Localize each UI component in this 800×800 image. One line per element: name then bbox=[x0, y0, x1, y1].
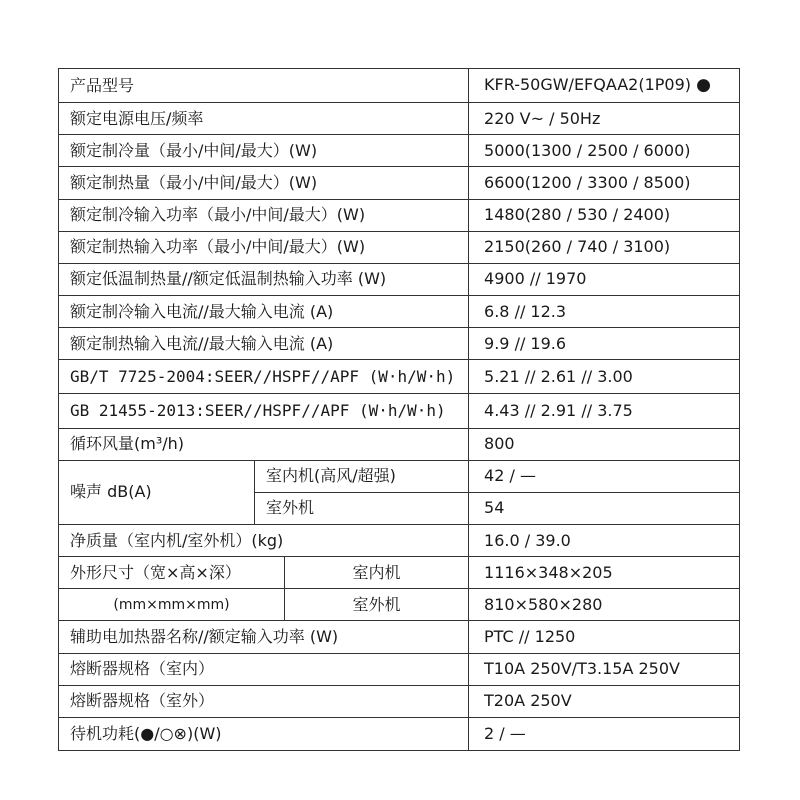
net-weight-value: 16.0 / 39.0 bbox=[469, 524, 740, 556]
noise-indoor-value: 42 / — bbox=[469, 460, 740, 492]
table-row bbox=[59, 69, 740, 103]
dimensions-indoor-value: 1116×348×205 bbox=[469, 557, 740, 589]
row-value: 4900 // 1970 bbox=[469, 263, 740, 295]
row-value: 6.8 // 12.3 bbox=[469, 295, 740, 327]
row-label: 熔断器规格（室外） bbox=[59, 685, 469, 717]
table-row bbox=[59, 589, 740, 621]
table-row bbox=[59, 557, 740, 589]
dimensions-label: 外形尺寸（宽×高×深） bbox=[59, 557, 285, 589]
row-label: 额定制热输入功率（最小/中间/最大）(W) bbox=[59, 231, 469, 263]
table-row bbox=[59, 231, 740, 263]
row-value: 1480(280 / 530 / 2400) bbox=[469, 199, 740, 231]
row-label: 熔断器规格（室内） bbox=[59, 653, 469, 685]
table-row bbox=[59, 653, 740, 685]
row-label: GB/T 7725-2004:SEER//HSPF//APF (W·h/W·h) bbox=[59, 360, 469, 394]
row-label: 辅助电加热器名称//额定输入功率 (W) bbox=[59, 621, 469, 653]
row-label: 额定电源电压/频率 bbox=[59, 103, 469, 135]
spec-table bbox=[58, 68, 740, 751]
row-label: 额定制冷量（最小/中间/最大）(W) bbox=[59, 135, 469, 167]
row-label: 额定制热输入电流//最大输入电流 (A) bbox=[59, 328, 469, 360]
row-value: 2 / — bbox=[469, 717, 740, 750]
dimensions-unit: (mm×mm×mm) bbox=[59, 589, 285, 621]
row-value: 5000(1300 / 2500 / 6000) bbox=[469, 135, 740, 167]
table-row bbox=[59, 199, 740, 231]
row-value: 5.21 // 2.61 // 3.00 bbox=[469, 360, 740, 394]
table-row bbox=[59, 103, 740, 135]
indoor-mark-icon: ● bbox=[696, 75, 711, 96]
noise-label: 噪声 dB(A) bbox=[59, 460, 255, 524]
row-value: 6600(1200 / 3300 / 8500) bbox=[469, 167, 740, 199]
dimensions-outdoor-label: 室外机 bbox=[285, 589, 469, 621]
row-label: 额定低温制热量//额定低温制热输入功率 (W) bbox=[59, 263, 469, 295]
table-row bbox=[59, 328, 740, 360]
row-value: T20A 250V bbox=[469, 685, 740, 717]
table-row bbox=[59, 135, 740, 167]
model-number: KFR-50GW/EFQAA2(1P09) bbox=[484, 75, 692, 95]
row-label: 额定制热量（最小/中间/最大）(W) bbox=[59, 167, 469, 199]
row-value: 220 V~ / 50Hz bbox=[469, 103, 740, 135]
row-label: 待机功耗(●/○⊗)(W) bbox=[59, 717, 469, 750]
row-label: GB 21455-2013:SEER//HSPF//APF (W·h/W·h) bbox=[59, 394, 469, 428]
noise-outdoor-value: 54 bbox=[469, 492, 740, 524]
dimensions-indoor-label: 室内机 bbox=[285, 557, 469, 589]
row-value: 800 bbox=[469, 428, 740, 460]
row-value: 4.43 // 2.91 // 3.75 bbox=[469, 394, 740, 428]
row-label: 额定制冷输入功率（最小/中间/最大）(W) bbox=[59, 199, 469, 231]
row-label: 额定制冷输入电流//最大输入电流 (A) bbox=[59, 295, 469, 327]
row-label: 循环风量(m³/h) bbox=[59, 428, 469, 460]
row-value: PTC // 1250 bbox=[469, 621, 740, 653]
noise-indoor-label: 室内机(高风/超强) bbox=[255, 460, 469, 492]
row-value: 9.9 // 19.6 bbox=[469, 328, 740, 360]
table-row bbox=[59, 428, 740, 460]
table-row bbox=[59, 394, 740, 428]
table-row bbox=[59, 685, 740, 717]
table-row bbox=[59, 524, 740, 556]
dimensions-outdoor-value: 810×580×280 bbox=[469, 589, 740, 621]
table-row bbox=[59, 263, 740, 295]
table-row bbox=[59, 621, 740, 653]
table-row bbox=[59, 167, 740, 199]
row-value bbox=[469, 69, 740, 103]
row-label: 产品型号 bbox=[59, 69, 469, 103]
net-weight-label: 净质量（室内机/室外机）(kg) bbox=[59, 524, 469, 556]
noise-outdoor-label: 室外机 bbox=[255, 492, 469, 524]
table-row bbox=[59, 295, 740, 327]
row-value: T10A 250V/T3.15A 250V bbox=[469, 653, 740, 685]
row-value: 2150(260 / 740 / 3100) bbox=[469, 231, 740, 263]
table-row bbox=[59, 717, 740, 750]
table-row bbox=[59, 360, 740, 394]
table-row bbox=[59, 460, 740, 492]
